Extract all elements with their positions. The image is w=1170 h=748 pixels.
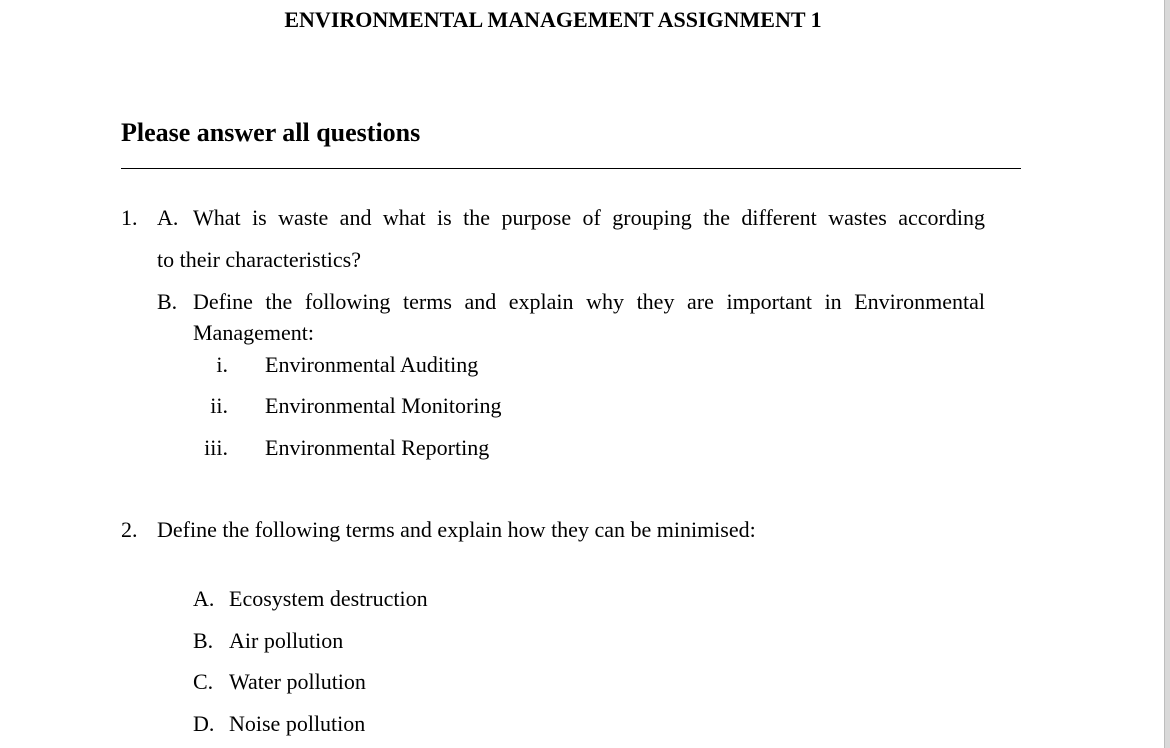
question-number: 1.: [121, 205, 138, 230]
part-letter: B.: [157, 289, 178, 314]
sub-item-text: Environmental Monitoring: [265, 393, 502, 418]
document-title: ENVIRONMENTAL MANAGEMENT ASSIGNMENT 1: [284, 7, 822, 32]
sub-item-numeral: iii.: [204, 435, 228, 460]
item-letter: B.: [193, 628, 214, 653]
part-letter: A.: [157, 205, 179, 230]
part-text: Define the following terms and explain why they are important in Environmental: [193, 289, 985, 314]
item-letter: C.: [193, 669, 214, 694]
item-text: Noise pollution: [229, 711, 366, 736]
horizontal-rule: [121, 168, 1021, 169]
part-text-continued: Management:: [193, 320, 314, 345]
part-text-continued: to their characteristics?: [157, 247, 362, 272]
instruction-heading: Please answer all questions: [121, 118, 421, 147]
part-text: What is waste and what is the purpose of grouping the different wastes according: [193, 205, 985, 230]
window-edge-scrollbar: [1164, 0, 1170, 748]
sub-item-numeral: i.: [216, 352, 228, 377]
item-letter: A.: [193, 586, 215, 611]
question-number: 2.: [121, 517, 138, 542]
sub-item-text: Environmental Auditing: [265, 352, 479, 377]
question-text: Define the following terms and explain how they can be minimised:: [157, 517, 756, 542]
item-text: Water pollution: [229, 669, 366, 694]
item-letter: D.: [193, 711, 215, 736]
sub-item-text: Environmental Reporting: [265, 435, 490, 460]
sub-item-numeral: ii.: [210, 393, 228, 418]
item-text: Air pollution: [229, 628, 344, 653]
item-text: Ecosystem destruction: [229, 586, 428, 611]
